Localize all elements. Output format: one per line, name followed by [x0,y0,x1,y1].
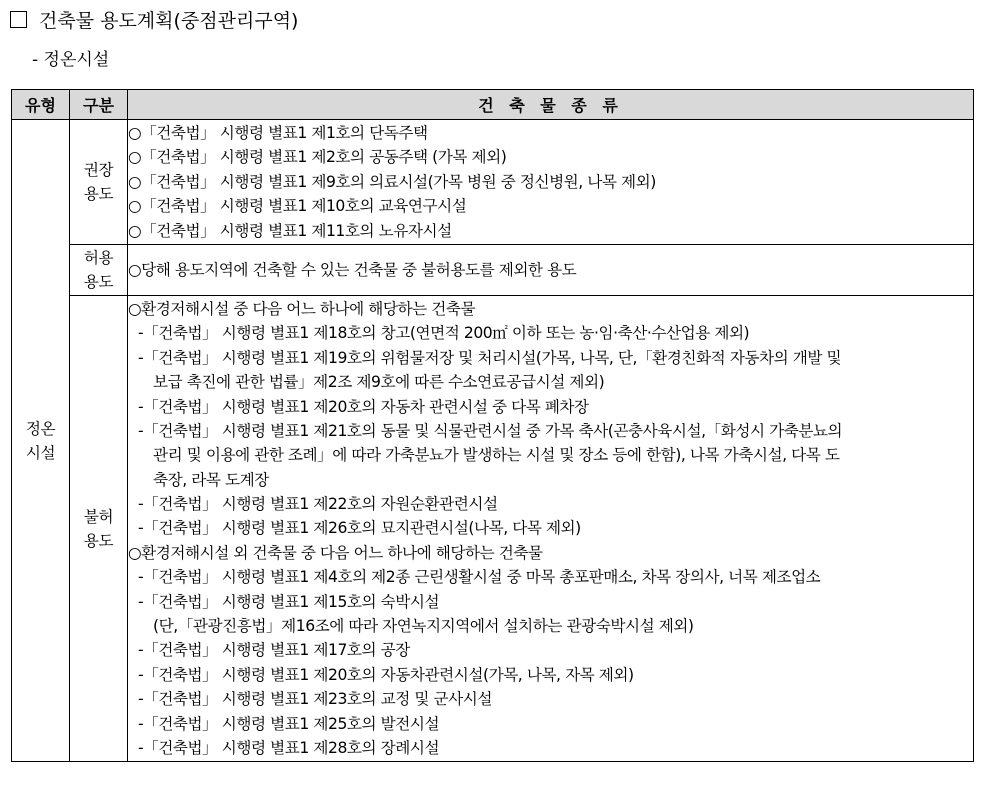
list-item: -「건축법」 시행령 별표1 제21호의 동물 및 식물관련시설 중 가목 축사(곤충사육시설,「화성시 가축분뇨의 [138,421,843,440]
list-item: -「건축법」 시행령 별표1 제15호의 숙박시설 [138,592,440,611]
list-item: 보급 촉진에 관한 법률」제2조 제9호에 따른 수소연료공급시설 제외) [153,373,605,392]
table-row-recommended [12,120,974,245]
header-type: 유형 [12,90,70,120]
list-item: -「건축법」 시행령 별표1 제17호의 공장 [138,641,410,660]
list-item: ○환경저해시설 외 건축물 중 다음 어느 하나에 해당하는 건축물 [128,543,543,562]
section-heading [10,8,298,34]
list-item: ○「건축법」 시행령 별표1 제10호의 교육연구시설 [128,197,467,216]
checkbox-square-icon [10,11,27,28]
kinds-cell-prohibited [128,295,974,761]
kinds-cell-permitted [128,244,974,295]
list-item: ○「건축법」 시행령 별표1 제9호의 의료시설(가목 병원 중 정신병원, 나목 제외) [128,172,656,191]
sub-heading: - 정온시설 [32,50,110,70]
list-item: -「건축법」 시행령 별표1 제19호의 위험물저장 및 처리시설(가목, 나목, 단,「환경친화적 자동차의 개발 및 [138,348,842,367]
list-item: ○「건축법」 시행령 별표1 제11호의 노유자시설 [128,221,452,240]
list-item: -「건축법」 시행령 별표1 제20호의 자동차관련시설(가목, 나목, 자목 제외) [138,665,634,684]
list-item: -「건축법」 시행령 별표1 제20호의 자동차 관련시설 중 다목 폐차장 [138,397,589,416]
list-item: -「건축법」 시행령 별표1 제22호의 자원순환관련시설 [138,495,498,514]
class-label-line: 허용 [83,248,114,267]
building-use-table [11,89,974,762]
list-item: 관리 및 이용에 관한 조례」에 따라 가축분뇨가 발생하는 시설 및 장소 등에 한함), 나목 가축시설, 다목 도 [153,446,840,465]
section-title: 건축물 용도계획(중점관리구역) [39,10,299,32]
table-row-permitted [12,244,974,295]
type-label-line: 시설 [25,443,56,462]
list-item: ○당해 용도지역에 건축할 수 있는 건축물 중 불허용도를 제외한 용도 [128,260,577,279]
type-cell [12,120,70,762]
class-cell-recommended [70,120,128,245]
class-label-line: 권장 [83,160,114,179]
list-item: ○「건축법」 시행령 별표1 제2호의 공동주택 (가목 제외) [128,148,507,167]
kinds-cell-recommended [128,120,974,245]
list-item: -「건축법」 시행령 별표1 제26호의 묘지관련시설(나목, 다목 제외) [138,519,581,538]
list-item: -「건축법」 시행령 별표1 제4호의 제2종 근린생활시설 중 마목 총포판매소, 차목 장의사, 너목 제조업소 [138,568,821,587]
header-kind: 건 축 물 종 류 [128,90,974,120]
list-item: ○「건축법」 시행령 별표1 제1호의 단독주택 [128,124,428,142]
list-item: (단,「관광진흥법」제16조에 따라 자연녹지지역에서 설치하는 관광숙박시설 제외) [153,617,694,636]
list-item: -「건축법」 시행령 별표1 제23호의 교정 및 군사시설 [138,690,492,709]
list-item: 축장, 라목 도계장 [153,470,269,489]
class-cell-prohibited [70,295,128,761]
class-cell-permitted [70,244,128,295]
list-item: ○환경저해시설 중 다음 어느 하나에 해당하는 건축물 [128,299,476,318]
class-label-line: 용도 [83,184,114,203]
class-label-line: 용도 [83,531,114,550]
class-label-line: 불허 [83,507,114,526]
list-item: -「건축법」 시행령 별표1 제25호의 발전시설 [138,714,440,733]
list-item: -「건축법」 시행령 별표1 제18호의 창고(연면적 200㎡ 이하 또는 농·임·축산·수산업용 제외) [138,324,750,343]
header-class: 구분 [70,90,128,120]
table-row-prohibited [12,295,974,761]
list-item: -「건축법」 시행령 별표1 제28호의 장례시설 [138,738,440,757]
table-header-row [12,90,974,120]
type-label-line: 정온 [25,419,56,438]
class-label-line: 용도 [83,272,114,291]
